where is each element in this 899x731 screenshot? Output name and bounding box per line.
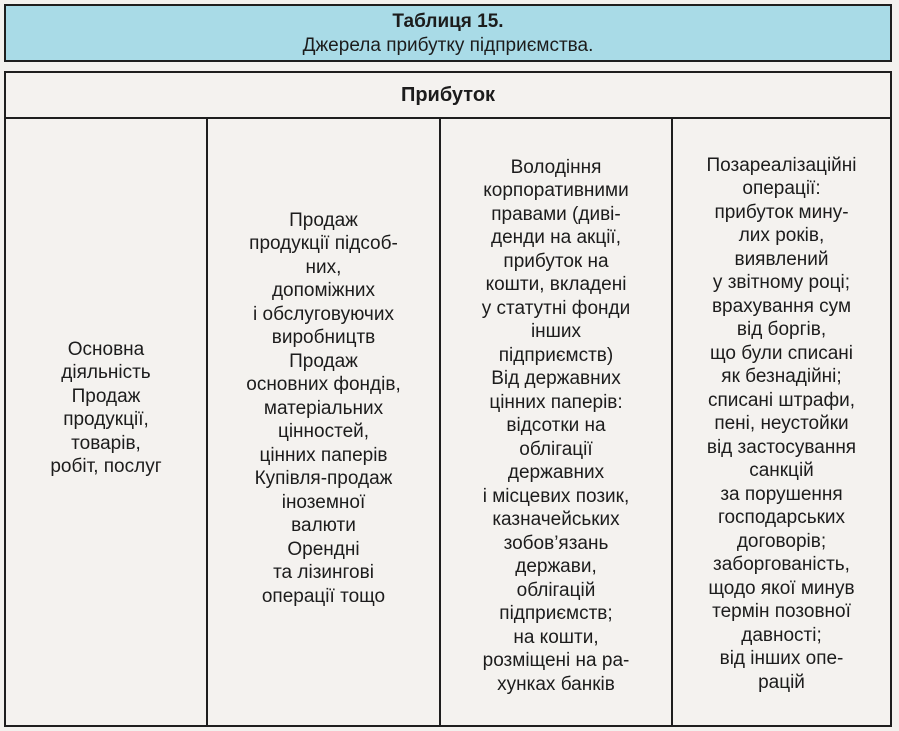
cell-line: виробництв [271, 327, 376, 349]
cell-line: облігацій [516, 579, 596, 601]
cell-line: робіт, послуг [50, 456, 162, 477]
cell-line: діяльність [61, 362, 151, 383]
cell-line: товарів, [71, 432, 141, 454]
cell-line: Від державних [491, 368, 621, 390]
cell-line: списані штрафи, [707, 389, 856, 411]
table-caption [4, 4, 892, 62]
cell-line: та лізингові [273, 562, 374, 584]
column-text [50, 338, 161, 479]
cell-line: як безнадійні; [721, 366, 842, 388]
cell-line: від застосування [706, 436, 857, 458]
cell-line: допоміжних [271, 280, 376, 302]
cell-line: операції: [742, 178, 821, 200]
cell-line: державних [507, 462, 605, 484]
cell-line: правами (диві- [491, 203, 621, 225]
cell-line: розміщені на ра- [482, 650, 630, 672]
cell-line: денди на акції, [490, 227, 621, 249]
cell-line: основних фондів, [246, 374, 401, 396]
table-columns [6, 119, 890, 725]
cell-line: цінностей, [277, 421, 370, 443]
cell-line: цінних паперів [259, 444, 388, 466]
cell-line: Продаж [289, 350, 358, 372]
cell-line: у звітному році; [712, 272, 851, 294]
cell-line: на кошти, [513, 626, 599, 648]
cell-line: хунках банків [497, 673, 615, 695]
cell-line: Володіння [510, 156, 602, 178]
cell-line: цінних паперів: [489, 391, 623, 413]
cell-line: Позареалізаційні [706, 154, 857, 176]
cell-line: зобов’язань [503, 532, 609, 554]
column-corporate-rights [441, 119, 673, 725]
cell-line: щодо якої минув [708, 577, 855, 599]
cell-line: санкцій [749, 460, 814, 482]
cell-line: Орендні [287, 538, 360, 560]
cell-line: них, [305, 256, 342, 278]
cell-line: від боргів, [736, 319, 827, 341]
cell-line: термін позовної [712, 601, 851, 623]
cell-line: від інших опе- [719, 648, 844, 670]
cell-line: що були списані [710, 342, 853, 364]
cell-line: лих років, [738, 225, 825, 247]
cell-line: договорів; [736, 530, 827, 552]
cell-line: операції тощо [261, 585, 386, 607]
cell-line: корпоративними [483, 180, 629, 202]
cell-line: продукції підсоб- [249, 233, 398, 255]
cell-line: і місцевих позик, [482, 485, 630, 507]
cell-line: рацій [758, 671, 805, 693]
cell-line: прибуток на [503, 250, 609, 272]
cell-line: облігації [519, 438, 593, 460]
cell-line: держави, [515, 556, 597, 578]
cell-line: продукції, [63, 409, 149, 430]
cell-line: підприємств; [499, 603, 613, 625]
column-non-operating [673, 119, 890, 725]
column-text [706, 154, 856, 695]
cell-line: у статутні фонди [481, 297, 631, 319]
cell-line: матеріальних [263, 397, 384, 419]
cell-line: Продаж [289, 209, 358, 231]
cell-line: прибуток мину- [714, 201, 849, 223]
cell-line: Продаж [71, 385, 141, 407]
profit-sources-table [4, 71, 892, 727]
cell-line: давності; [741, 624, 822, 646]
table-title: Джерела прибутку підприємства. [302, 35, 594, 56]
column-sales-and-operations [208, 119, 441, 725]
column-text [482, 156, 630, 697]
cell-line: господарських [717, 507, 846, 529]
cell-line: Купівля-продаж [254, 468, 393, 490]
cell-line: відсотки на [506, 415, 606, 437]
table-number: Таблиця 15. [392, 11, 504, 32]
cell-line: Основна [67, 338, 145, 360]
cell-line: за порушення [720, 483, 843, 505]
cell-line: виявлений [734, 248, 829, 270]
cell-line: врахування сум [711, 295, 852, 317]
cell-line: заборгованість, [713, 554, 850, 576]
cell-line: валюти [291, 515, 356, 537]
cell-line: кошти, вкладені [485, 274, 627, 296]
column-main-activity [6, 119, 208, 725]
table-header: Прибуток [6, 73, 890, 119]
cell-line: інших [530, 321, 582, 343]
column-text [246, 209, 400, 609]
cell-line: пені, неустойки [714, 413, 849, 435]
cell-line: іноземної [281, 491, 366, 513]
cell-line: казначейських [492, 509, 620, 531]
cell-line: підприємств) [498, 344, 614, 366]
cell-line: і обслуговуючих [253, 303, 394, 325]
